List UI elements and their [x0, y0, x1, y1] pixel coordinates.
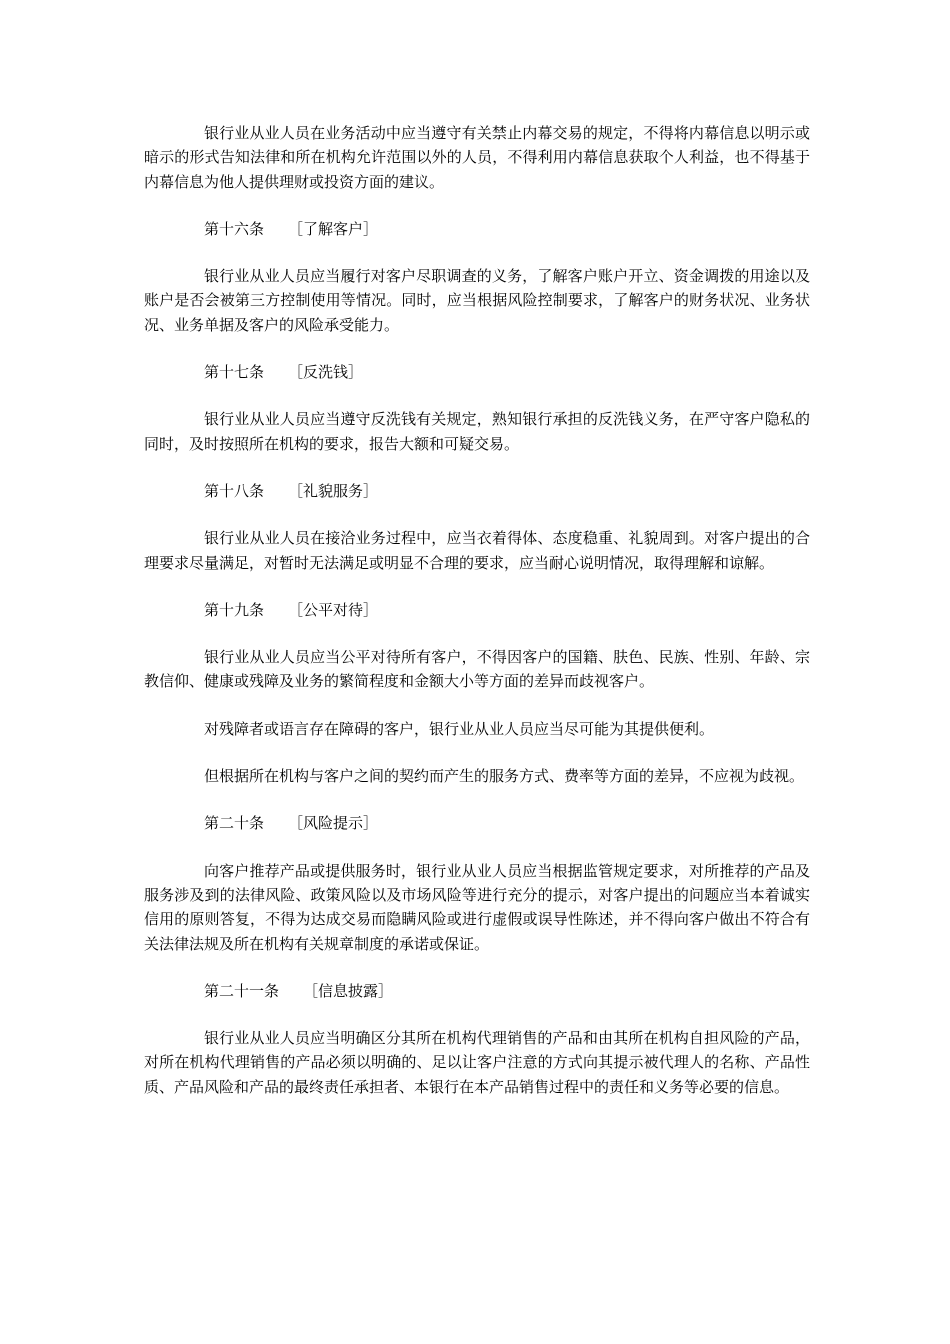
paragraph: 银行业从业人员应当履行对客户尽职调查的义务，了解客户账户开立、资金调拨的用途以及账户是否会被第三方控制使用等情况。同时，应当根据风险控制要求，了解客户的财务状况、业务状况、业务单据及客户的风险承受能力。 [144, 267, 810, 334]
article-title: ［了解客户］ [288, 219, 379, 238]
article-heading [144, 979, 810, 1003]
article-heading [144, 217, 810, 241]
article-number: 第十七条 [204, 363, 265, 382]
article-heading [144, 811, 810, 835]
article-title: ［反洗钱］ [288, 363, 364, 382]
paragraph: 对残障者或语言存在障碍的客户，银行业从业人员应当尽可能为其提供便利。 [204, 719, 715, 738]
paragraph: 银行业从业人员在业务活动中应当遵守有关禁止内幕交易的规定，不得将内幕信息以明示或暗示的形式告知法律和所在机构允许范围以外的人员，不得利用内幕信息获取个人利益，也不得基于内幕信息为他人提供理财或投资方面的建议。 [144, 124, 810, 191]
paragraph: 向客户推荐产品或提供服务时，银行业从业人员应当根据监管规定要求，对所推荐的产品及服务涉及到的法律风险、政策风险以及市场风险等进行充分的提示，对客户提出的问题应当本着诚实信用的原则答复，不得为达成交易而隐瞒风险或进行虚假或误导性陈述，并不得向客户做出不符合有关法律法规及所在机构有关规章制度的承诺或保证。 [144, 861, 810, 953]
article-heading [144, 360, 810, 384]
document-page [144, 121, 810, 1122]
article-heading [144, 598, 810, 622]
article-number: 第十八条 [204, 481, 265, 500]
article-number: 第二十条 [204, 814, 265, 833]
article-number: 第十九条 [204, 600, 265, 619]
paragraph: 银行业从业人员应当明确区分其所在机构代理销售的产品和由其所在机构自担风险的产品，对所在机构代理销售的产品必须以明确的、足以让客户注意的方式向其提示被代理人的名称、产品性质、产品风险和产品的最终责任承担者、本银行在本产品销售过程中的责任和义务等必要的信息。 [144, 1029, 810, 1096]
paragraph: 银行业从业人员应当公平对待所有客户，不得因客户的国籍、肤色、民族、性别、年龄、宗教信仰、健康或残障及业务的繁简程度和金额大小等方面的差异而歧视客户。 [144, 648, 810, 691]
article-title: ［礼貌服务］ [288, 481, 379, 500]
article-number: 第二十一条 [204, 981, 280, 1000]
article-number: 第十六条 [204, 219, 265, 238]
paragraph: 银行业从业人员在接洽业务过程中，应当衣着得体、态度稳重、礼貌周到。对客户提出的合理要求尽量满足，对暂时无法满足或明显不合理的要求，应当耐心说明情况，取得理解和谅解。 [144, 529, 810, 572]
paragraph: 但根据所在机构与客户之间的契约而产生的服务方式、费率等方面的差异，不应视为歧视。 [204, 767, 805, 786]
paragraph: 银行业从业人员应当遵守反洗钱有关规定，熟知银行承担的反洗钱义务，在严守客户隐私的同时，及时按照所在机构的要求，报告大额和可疑交易。 [144, 410, 810, 453]
article-title: ［信息披露］ [303, 981, 394, 1000]
article-title: ［风险提示］ [288, 814, 379, 833]
article-heading [144, 479, 810, 503]
article-title: ［公平对待］ [288, 600, 379, 619]
